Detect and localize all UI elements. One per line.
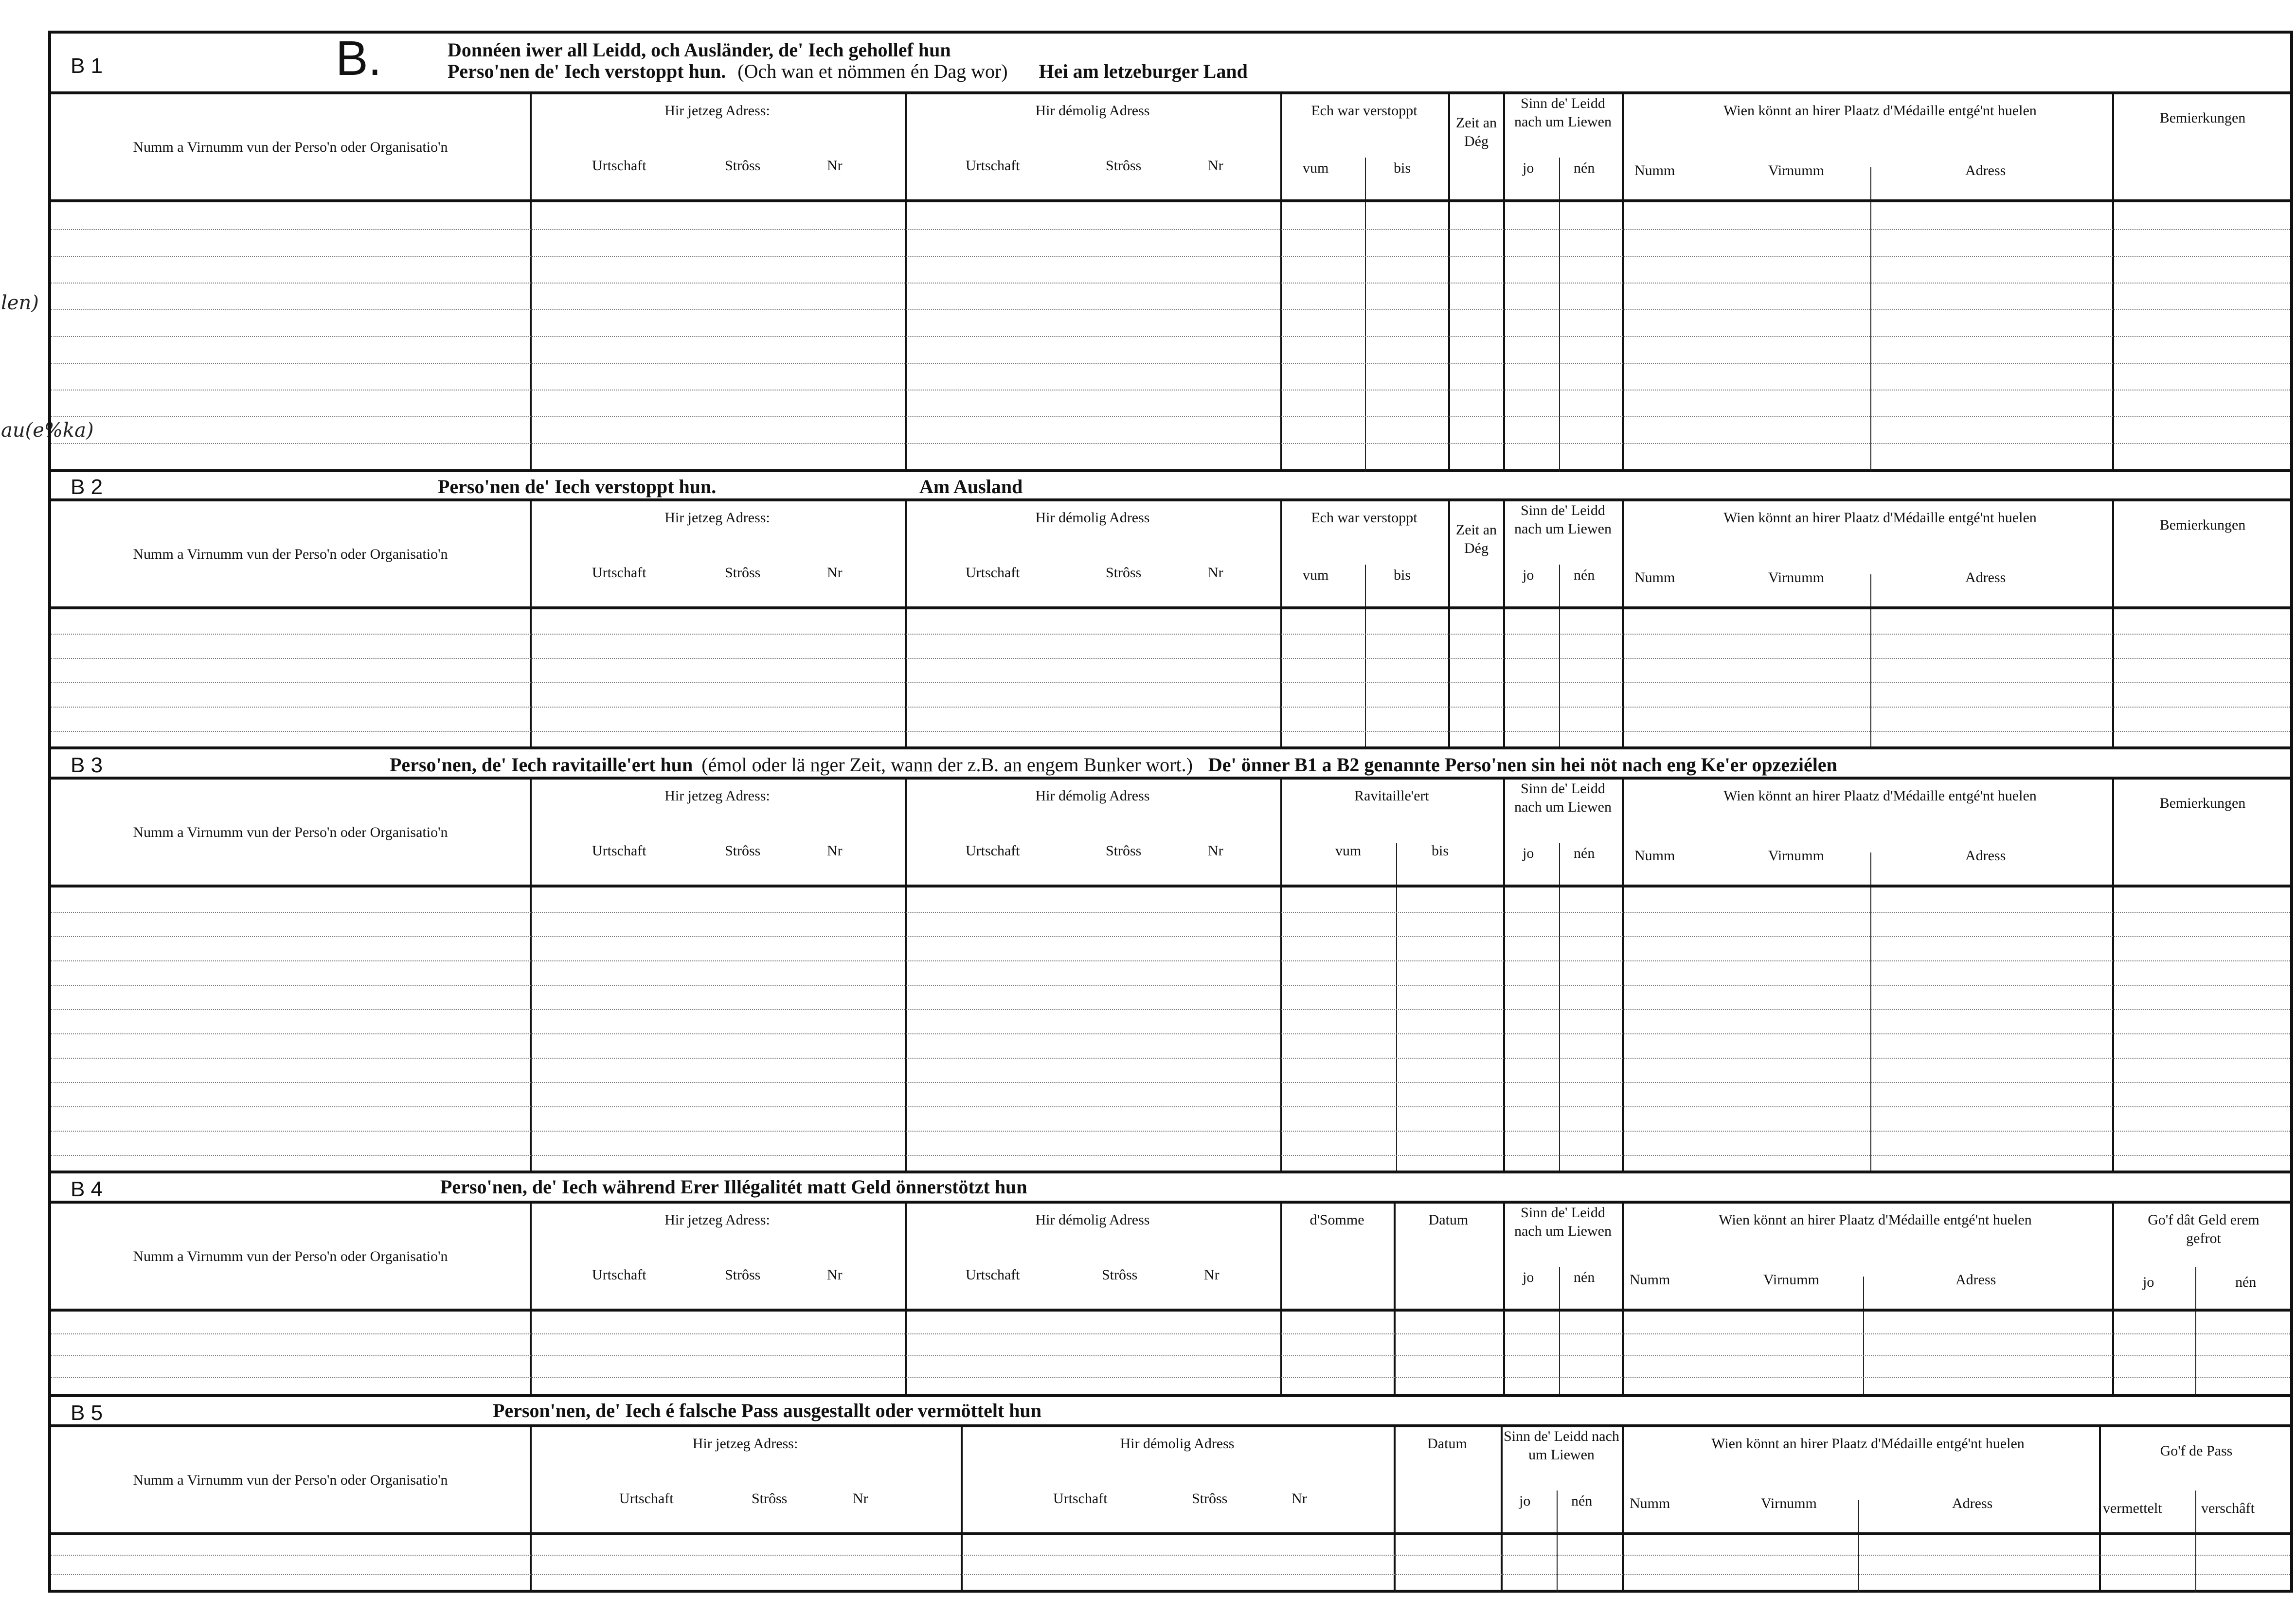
section-b5-rows bbox=[51, 1535, 2290, 1593]
col-former-address-header: Hir démolig Adress bbox=[1120, 1436, 1235, 1452]
section-b3-header bbox=[51, 780, 2290, 887]
sub-street: Strôss bbox=[1192, 1491, 1228, 1507]
col-alive-header: Sinn de' Leidd nach um Liewen bbox=[1514, 95, 1612, 130]
section-b5 bbox=[51, 1397, 2290, 1593]
section-label: B 5 bbox=[71, 1401, 103, 1425]
table-row[interactable] bbox=[51, 707, 2290, 708]
section-label: B 2 bbox=[71, 475, 103, 499]
sub-locality: Urtschaft bbox=[592, 1267, 646, 1283]
sub-street: Strôss bbox=[725, 158, 761, 174]
sub-yes: jo bbox=[1523, 845, 1534, 861]
table-row[interactable] bbox=[51, 443, 2290, 444]
sub-street: Strôss bbox=[752, 1491, 788, 1507]
section-label: B 1 bbox=[71, 54, 103, 78]
sub-address: Adress bbox=[1955, 1272, 1996, 1288]
sub-address: Adress bbox=[1965, 162, 2006, 178]
table-row[interactable] bbox=[51, 229, 2290, 230]
section-b2 bbox=[51, 472, 2290, 749]
col-current-address-header: Hir jetzeg Adress: bbox=[664, 510, 770, 526]
sub-nr: Nr bbox=[1208, 843, 1223, 859]
sub-yes: jo bbox=[2143, 1274, 2154, 1290]
sub-locality: Urtschaft bbox=[592, 158, 646, 174]
section-b1-header bbox=[51, 94, 2290, 202]
section-b1 bbox=[51, 31, 2290, 472]
sub-no: nén bbox=[1574, 160, 1595, 176]
title-part-c: Hei am letzeburger Land bbox=[1039, 60, 1248, 82]
sub-nr: Nr bbox=[853, 1491, 868, 1507]
section-label: B 3 bbox=[71, 753, 103, 777]
section-title-b: Am Ausland bbox=[919, 476, 1023, 497]
sub-locality: Urtschaft bbox=[592, 565, 646, 581]
section-b4-rows bbox=[51, 1312, 2290, 1394]
col-medal-header: Wien könnt an hirer Plaatz d'Médaille entgé'nt huelen bbox=[1723, 103, 2037, 119]
title-part-c: De' önner B1 a B2 genannte Perso'nen sin hei nöt nach eng Ke'er opzeziélen bbox=[1208, 754, 1837, 776]
sub-name: Numm bbox=[1634, 569, 1675, 586]
col-current-address-header: Hir jetzeg Adress: bbox=[664, 103, 770, 119]
section-b1-rows bbox=[51, 202, 2290, 472]
col-alive-header: Sinn de' Leidd nach um Liewen bbox=[1514, 1205, 1612, 1239]
table-row[interactable] bbox=[51, 634, 2290, 635]
section-b4-title-bar bbox=[51, 1173, 2290, 1204]
col-hidden-header: Ech war verstoppt bbox=[1311, 103, 1417, 119]
section-b5-title-bar bbox=[51, 1397, 2290, 1427]
col-time-header: Zeit an Dég bbox=[1455, 115, 1497, 149]
section-b3-rows bbox=[51, 887, 2290, 1171]
sub-no: nén bbox=[1574, 1269, 1595, 1285]
section-b5-header bbox=[51, 1427, 2290, 1535]
sub-nr: Nr bbox=[827, 565, 843, 581]
table-row[interactable] bbox=[51, 1009, 2290, 1010]
title-part-b: (émol oder lä nger Zeit, wann der z.B. an engem Bunker wort.) bbox=[701, 754, 1193, 776]
sub-yes: jo bbox=[1523, 567, 1534, 583]
col-current-address-header: Hir jetzeg Adress: bbox=[692, 1436, 798, 1452]
sub-no: nén bbox=[2235, 1274, 2257, 1290]
sub-locality: Urtschaft bbox=[966, 843, 1020, 859]
table-row[interactable] bbox=[51, 309, 2290, 310]
title-part-b: (Och wan et nömmen én Dag wor) bbox=[737, 60, 1008, 82]
sub-locality: Urtschaft bbox=[966, 1267, 1020, 1283]
sub-yes: jo bbox=[1523, 160, 1534, 176]
col-name-header: Numm a Virnumm vun der Perso'n oder Organisatio'n bbox=[133, 1248, 448, 1264]
col-name-header: Numm a Virnumm vun der Perso'n oder Organisatio'n bbox=[133, 1472, 448, 1488]
sub-mediated: vermettelt bbox=[2103, 1500, 2162, 1516]
sub-from: vum bbox=[1335, 843, 1362, 859]
col-remarks-header: Bemierkungen bbox=[2159, 517, 2246, 533]
section-title-a: Perso'nen de' Iech verstoppt hun. bbox=[438, 476, 717, 497]
col-remarks-header: Bemierkungen bbox=[2159, 795, 2246, 811]
section-title bbox=[390, 753, 1837, 776]
sub-street: Strôss bbox=[725, 843, 761, 859]
sub-to: bis bbox=[1432, 843, 1449, 859]
section-b4-header bbox=[51, 1204, 2290, 1312]
col-sum-header: d'Somme bbox=[1309, 1212, 1364, 1228]
table-row[interactable] bbox=[51, 1106, 2290, 1107]
sub-to: bis bbox=[1394, 160, 1411, 176]
sub-name: Numm bbox=[1630, 1272, 1670, 1288]
sub-nr: Nr bbox=[1208, 158, 1223, 174]
sub-locality: Urtschaft bbox=[966, 158, 1020, 174]
table-row[interactable] bbox=[51, 960, 2290, 961]
part-letter: B. bbox=[336, 31, 382, 86]
sub-firstname: Virnumm bbox=[1768, 162, 1824, 178]
sub-no: nén bbox=[1571, 1493, 1593, 1509]
sub-no: nén bbox=[1574, 567, 1595, 583]
sub-nr: Nr bbox=[827, 158, 843, 174]
table-row[interactable] bbox=[51, 363, 2290, 364]
sub-nr: Nr bbox=[1292, 1491, 1307, 1507]
table-row[interactable] bbox=[51, 1574, 2290, 1575]
col-refund-header: Go'f dât Geld erem gefrot bbox=[2148, 1212, 2260, 1246]
section-title-line1: Donnéen iwer all Leidd, och Ausländer, de' Iech gehollef hun bbox=[448, 39, 951, 61]
sub-nr: Nr bbox=[827, 1267, 843, 1283]
title-part-a: Perso'nen, de' Iech ravitaille'ert hun bbox=[390, 754, 693, 776]
sub-locality: Urtschaft bbox=[1053, 1491, 1108, 1507]
sub-firstname: Virnumm bbox=[1761, 1495, 1817, 1511]
sub-from: vum bbox=[1303, 160, 1329, 176]
col-date-header: Datum bbox=[1427, 1436, 1467, 1452]
sub-name: Numm bbox=[1630, 1495, 1670, 1511]
sub-nr: Nr bbox=[827, 843, 843, 859]
table-row[interactable] bbox=[51, 1377, 2290, 1378]
sub-firstname: Virnumm bbox=[1768, 569, 1824, 586]
col-alive-header: Sinn de' Leidd nach um Liewen bbox=[1514, 502, 1612, 537]
table-row[interactable] bbox=[51, 256, 2290, 257]
sub-street: Strôss bbox=[725, 1267, 761, 1283]
col-remarks-header: Bemierkungen bbox=[2159, 110, 2246, 126]
col-pass-header: Go'f de Pass bbox=[2160, 1443, 2233, 1459]
table-row[interactable] bbox=[51, 336, 2290, 337]
table-row[interactable] bbox=[51, 1555, 2290, 1556]
table-row[interactable] bbox=[51, 283, 2290, 284]
table-row[interactable] bbox=[51, 658, 2290, 659]
col-former-address-header: Hir démolig Adress bbox=[1035, 1212, 1150, 1228]
col-former-address-header: Hir démolig Adress bbox=[1035, 788, 1150, 804]
sub-to: bis bbox=[1394, 567, 1411, 583]
sub-address: Adress bbox=[1965, 569, 2006, 586]
sub-name: Numm bbox=[1634, 162, 1675, 178]
col-hidden-header: Ech war verstoppt bbox=[1311, 510, 1417, 526]
table-row[interactable] bbox=[51, 936, 2290, 937]
table-row[interactable] bbox=[51, 1082, 2290, 1083]
margin-note-2: au(e%ka) bbox=[1, 419, 94, 442]
section-label: B 4 bbox=[71, 1177, 103, 1201]
sub-firstname: Virnumm bbox=[1768, 848, 1824, 864]
col-alive-header: Sinn de' Leidd nach um Liewen bbox=[1504, 1428, 1619, 1463]
section-title-line2 bbox=[448, 60, 1248, 83]
col-name-header: Numm a Virnumm vun der Perso'n oder Organisatio'n bbox=[133, 139, 448, 155]
sub-street: Strôss bbox=[1106, 843, 1142, 859]
col-medal-header: Wien könnt an hirer Plaatz d'Médaille entgé'nt huelen bbox=[1723, 788, 2037, 804]
section-b1-title-bar bbox=[51, 31, 2290, 94]
col-medal-header: Wien könnt an hirer Plaatz d'Médaille entgé'nt huelen bbox=[1719, 1212, 2032, 1228]
section-b2-rows bbox=[51, 609, 2290, 746]
table-row[interactable] bbox=[51, 731, 2290, 732]
sub-street: Strôss bbox=[1106, 158, 1142, 174]
sub-locality: Urtschaft bbox=[592, 843, 646, 859]
sub-street: Strôss bbox=[1106, 565, 1142, 581]
sub-locality: Urtschaft bbox=[966, 565, 1020, 581]
sub-name: Numm bbox=[1634, 848, 1675, 864]
section-title: Person'nen, de' Iech é falsche Pass ausgestallt oder vermöttelt hun bbox=[493, 1400, 1042, 1421]
sub-issued: verschâft bbox=[2201, 1500, 2255, 1516]
section-b3 bbox=[51, 749, 2290, 1173]
questionnaire-form bbox=[48, 31, 2293, 1593]
table-row[interactable] bbox=[51, 1333, 2290, 1334]
sub-address: Adress bbox=[1952, 1495, 1993, 1511]
sub-yes: jo bbox=[1523, 1269, 1534, 1285]
col-former-address-header: Hir démolig Adress bbox=[1035, 103, 1150, 119]
table-row[interactable] bbox=[51, 1033, 2290, 1034]
col-name-header: Numm a Virnumm vun der Perso'n oder Organisatio'n bbox=[133, 824, 448, 840]
table-row[interactable] bbox=[51, 682, 2290, 683]
table-row[interactable] bbox=[51, 1131, 2290, 1132]
col-time-header: Zeit an Dég bbox=[1455, 522, 1497, 556]
sub-no: nén bbox=[1574, 845, 1595, 861]
sub-nr: Nr bbox=[1204, 1267, 1220, 1283]
sub-firstname: Virnumm bbox=[1763, 1272, 1819, 1288]
sub-locality: Urtschaft bbox=[619, 1491, 674, 1507]
col-former-address-header: Hir démolig Adress bbox=[1035, 510, 1150, 526]
table-row[interactable] bbox=[51, 985, 2290, 986]
sub-address: Adress bbox=[1965, 848, 2006, 864]
table-row[interactable] bbox=[51, 912, 2290, 913]
margin-note-1: len) bbox=[1, 292, 39, 314]
table-row[interactable] bbox=[51, 1155, 2290, 1156]
section-b2-header bbox=[51, 501, 2290, 609]
sub-from: vum bbox=[1303, 567, 1329, 583]
table-row[interactable] bbox=[51, 416, 2290, 417]
sub-yes: jo bbox=[1519, 1493, 1531, 1509]
col-alive-header: Sinn de' Leidd nach um Liewen bbox=[1514, 781, 1612, 815]
col-medal-header: Wien könnt an hirer Plaatz d'Médaille entgé'nt huelen bbox=[1723, 510, 2037, 526]
sub-nr: Nr bbox=[1208, 565, 1223, 581]
section-b2-title-bar bbox=[51, 472, 2290, 501]
col-current-address-header: Hir jetzeg Adress: bbox=[664, 788, 770, 804]
table-row[interactable] bbox=[51, 1355, 2290, 1356]
col-medal-header: Wien könnt an hirer Plaatz d'Médaille entgé'nt huelen bbox=[1711, 1436, 2025, 1452]
section-b3-title-bar bbox=[51, 749, 2290, 780]
col-supplied-header: Ravitaille'ert bbox=[1354, 788, 1429, 804]
col-current-address-header: Hir jetzeg Adress: bbox=[664, 1212, 770, 1228]
section-b4 bbox=[51, 1173, 2290, 1397]
col-date-header: Datum bbox=[1428, 1212, 1469, 1228]
table-row[interactable] bbox=[51, 1058, 2290, 1059]
col-name-header: Numm a Virnumm vun der Perso'n oder Organisatio'n bbox=[133, 546, 448, 562]
sub-street: Strôss bbox=[1102, 1267, 1138, 1283]
sub-street: Strôss bbox=[725, 565, 761, 581]
section-title: Perso'nen, de' Iech während Erer Illégalitét matt Geld önnerstötzt hun bbox=[440, 1176, 1027, 1198]
title-part-a: Perso'nen de' Iech verstoppt hun. bbox=[448, 60, 726, 82]
